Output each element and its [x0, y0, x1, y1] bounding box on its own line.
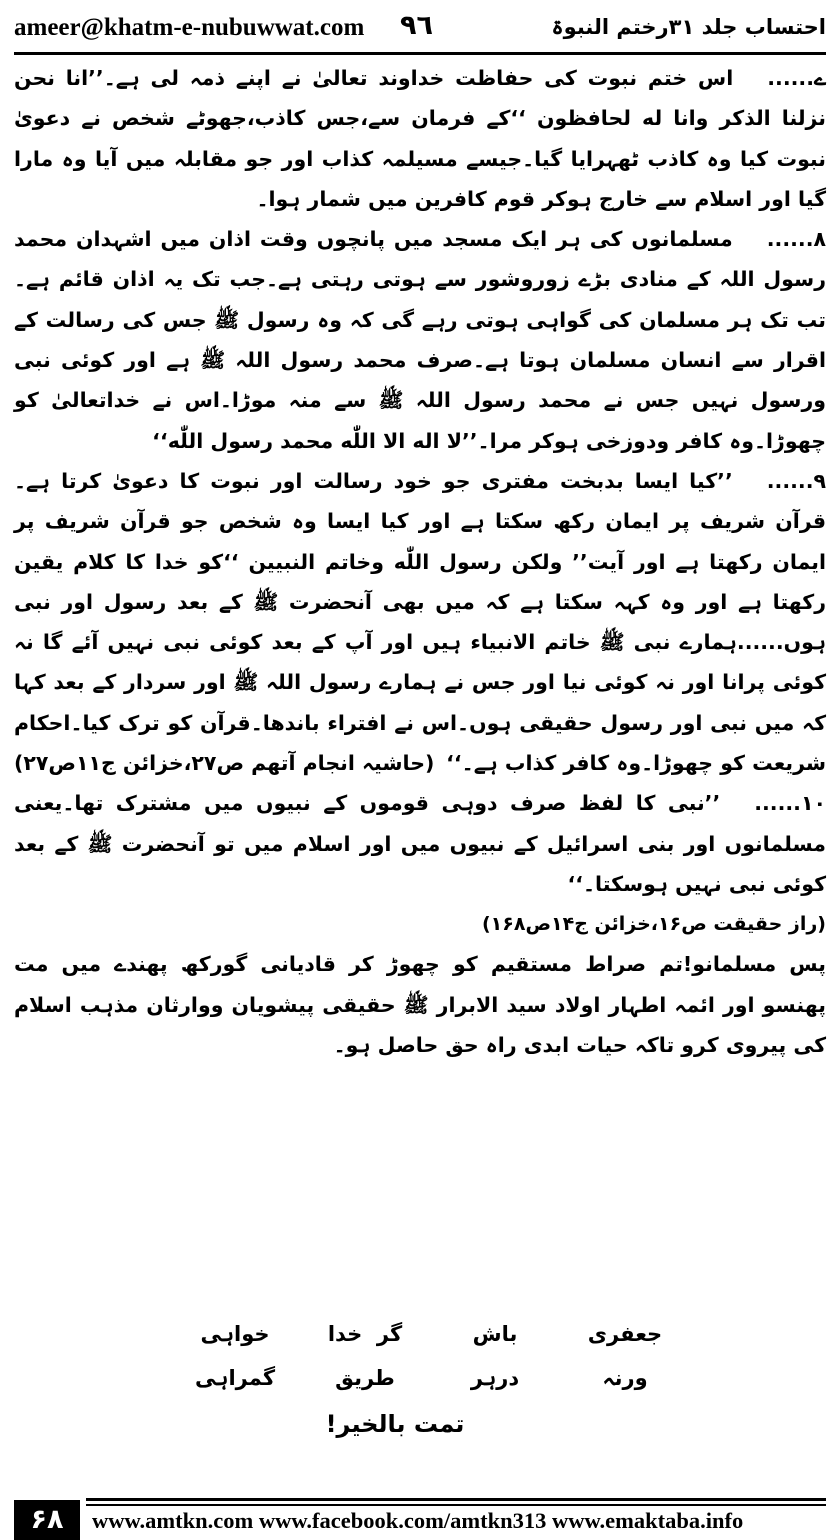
header-rule: [14, 52, 826, 55]
paragraph-10: [14, 783, 826, 904]
paragraph-number: ۱۰......: [754, 791, 826, 816]
paragraph-text: اس ختم نبوت کی حفاظت خداوند تعالیٰ نے اپنے ذمہ لی ہے۔’’انا نحن نزلنا الذکر وانا له لحافظون ‘‘کے فرمان سے،جس کاذب،جھوٹے شخص نے دعویٰ نبوت کیا وہ کاذب ٹھہرایا گیا۔جیسے مسیلمہ کذاب اور جو مقابلہ میں آیا وہ مارا گیا اور اسلام سے خارج ہوکر قوم کافرین میں شمار ہوا۔: [14, 66, 826, 211]
paragraph-number: ۹......: [766, 468, 826, 493]
footer-rule: [86, 1498, 826, 1501]
paragraph-text: مسلمانوں کی ہر ایک مسجد میں پانچوں وقت اذان میں اشہدان محمد رسول اللہ کے منادی بڑے زوروشور سے ہوتی رہتی ہے۔جب تک یہ اذان قائم ہے۔تب تک ہر مسلمان کی گواہی ہوتی رہے گی کہ وہ رسول ﷺ جس کی رسالت کے اقرار سے انسان مسلمان ہوتا ہے۔صرف محمد رسول اللہ ﷺ ہے اور کوئی نبی ورسول نہیں جس نے محمد رسول اللہ ﷺ سے منہ موڑا۔اس نے خداتعالیٰ کو چھوڑا۔وہ کافر ودوزخی ہوکر مرا۔’’لا اله الا اللّٰه محمد رسول اللّٰه‘‘: [14, 227, 826, 453]
page-footer: [0, 1492, 840, 1540]
poem-word: باش: [472, 1322, 518, 1346]
footer-rule-thin: [86, 1504, 826, 1506]
paragraph-7: [14, 58, 826, 219]
poem-word: خواہی: [200, 1322, 270, 1346]
header-page-number: ٩٦: [400, 10, 433, 41]
header-book-title: احتساب جلد ۳۱رختم النبوۃ: [551, 15, 826, 39]
page-header: [14, 0, 826, 48]
poem-line-1: [170, 1322, 690, 1366]
footer-page-number: ۶۸: [14, 1500, 80, 1540]
page-body: [14, 58, 826, 1065]
poem-word: طریق: [335, 1366, 395, 1390]
footer-links: www.amtkn.com www.facebook.com/amtkn313 www.emaktaba.info: [92, 1508, 744, 1533]
poem-word: گمراہی: [194, 1366, 276, 1390]
paragraph-text: ’’نبی کا لفظ صرف دوہی قوموں کے نبیوں میں مشترک تھا۔یعنی مسلمانوں اور بنی اسرائیل کے نبیوں میں اور اسلام میں تو آنحضرت ﷺ کے بعد کوئی نبی نہیں ہوسکتا۔‘‘: [14, 791, 826, 896]
paragraph-number: ے......: [767, 66, 826, 90]
paragraph-number: ۸......: [766, 227, 826, 252]
paragraph-8: [14, 219, 826, 461]
paragraph-reference: (حاشیہ انجام آتھم ص۲۷،خزائن ج۱۱ص۲۷): [14, 751, 435, 776]
poem-word: درہر: [470, 1366, 520, 1390]
poem: [170, 1322, 690, 1454]
paragraph-text: ’’کیا ایسا بدبخت مفتری جو خود رسالت اور نبوت کا دعویٰ کرتا ہے۔قرآن شریف پر ایمان رکھ سکتا ہے اور کیا ایسا وہ شخص جو قرآن شریف پر ایمان رکھتا ہے اور آیت’’ ولکن رسول اللّٰه وخاتم النبیین ‘‘کو خدا کا کلام یقین رکھتا ہے اور وہ کہہ سکتا ہے کہ میں بھی آنحضرت ﷺ کے بعد رسول اور نبی ہوں......ہمارے نبی ﷺ خاتم الانبیاء ہیں اور آپ کے بعد کوئی نبی نہیں آئے گا نہ کوئی پرانا اور نہ کوئی نیا اور جس نے ہمارے رسول اللہ ﷺ اور سردار کے بعد کہا کہ میں نبی اور رسول حقیقی ہوں۔اس نے افتراء باندھا۔قرآن کو ترک کیا۔احکام شریعت کو چھوڑا۔وہ کافر کذاب ہے۔‘‘: [14, 468, 826, 776]
poem-ending: تمت بالخیر!: [325, 1410, 465, 1438]
closing-paragraph: پس مسلمانو!تم صراط مستقیم کو چھوڑ کر قادیانی گورکھ پھندے میں مت پھنسو اور ائمہ اطہار اولاد سید الابرار ﷺ حقیقی پیشویان ووارثان مذہب اسلام کی پیروی کرو تاکہ حیات ابدی راہ حق حاصل ہو۔: [14, 952, 826, 1057]
paragraph-9: [14, 461, 826, 783]
header-email: ameer@khatm-e-nubuwwat.com: [14, 14, 365, 41]
poem-word: ورنہ: [602, 1366, 648, 1390]
poem-word: جعفری: [587, 1322, 663, 1346]
reference-citation: (راز حقیقت ص۱۶،خزائن ج۱۴ص۱۶۸): [481, 913, 826, 936]
poem-word: گر خدا: [327, 1322, 403, 1346]
poem-line-2: [170, 1366, 690, 1410]
